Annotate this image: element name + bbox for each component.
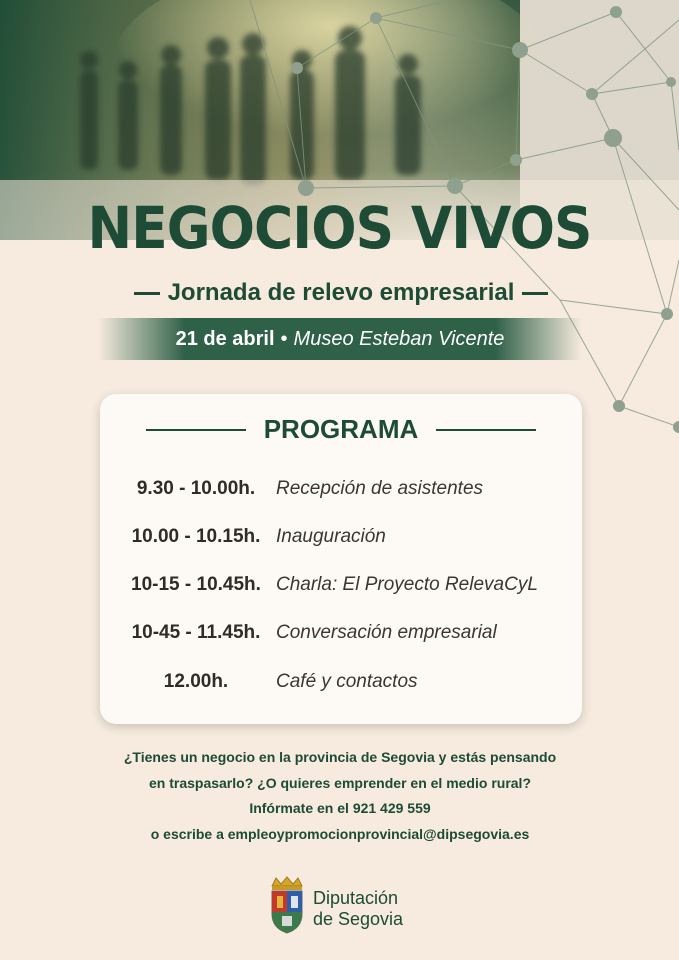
program-row <box>100 574 582 604</box>
program-card <box>100 394 582 724</box>
program-row <box>100 478 582 508</box>
subtitle-dash-right <box>522 292 548 295</box>
subtitle-text: Jornada de relevo empresarial <box>167 279 515 306</box>
info-line-4 <box>80 826 600 842</box>
info-phone-prefix: Infórmate en el <box>249 800 349 816</box>
program-time: 10-15 - 10.45h. <box>131 574 261 595</box>
info-email-prefix: o escribe a <box>150 826 224 842</box>
program-row <box>100 671 582 701</box>
event-date: 21 de abril <box>175 327 275 350</box>
info-phone[interactable]: 921 429 559 <box>352 800 431 816</box>
event-title: NEGOCIOS VIVOS <box>87 194 592 262</box>
org-name-line-2: de Segovia <box>313 909 404 929</box>
heading-rule-left <box>146 429 246 431</box>
bullet-separator: • <box>280 327 288 350</box>
date-venue-band <box>98 318 582 360</box>
org-name-line-1: Diputación <box>313 888 399 908</box>
program-activity: Inauguración <box>276 526 386 547</box>
event-venue: Museo Esteban Vicente <box>293 327 505 350</box>
coat-of-arms-icon <box>268 876 306 936</box>
heading-rule-right <box>436 429 536 431</box>
program-row <box>100 526 582 556</box>
subtitle-dash-left <box>134 292 160 295</box>
program-activity: Café y contactos <box>276 671 418 692</box>
program-row <box>100 622 582 652</box>
info-line-3 <box>80 800 600 816</box>
program-heading <box>100 414 582 445</box>
program-time: 12.00h. <box>163 671 229 692</box>
info-line-2: en traspasarlo? ¿O quieres emprender en el medio rural? <box>148 775 531 791</box>
program-time: 10.00 - 10.15h. <box>131 526 261 547</box>
info-email-link[interactable]: empleoypromocionprovincial@dipsegovia.es <box>227 826 530 842</box>
program-activity: Recepción de asistentes <box>276 478 484 499</box>
org-name <box>313 888 403 930</box>
program-time: 10-45 - 11.45h. <box>131 622 261 643</box>
program-time: 9.30 - 10.00h. <box>136 478 256 499</box>
info-line-1: ¿Tienes un negocio en la provincia de Segovia y estás pensando <box>123 749 557 765</box>
program-activity: Charla: El Proyecto RelevaCyL <box>276 574 538 595</box>
program-heading-text: PROGRAMA <box>263 414 419 444</box>
program-activity: Conversación empresarial <box>276 622 497 643</box>
event-subtitle <box>98 279 584 307</box>
